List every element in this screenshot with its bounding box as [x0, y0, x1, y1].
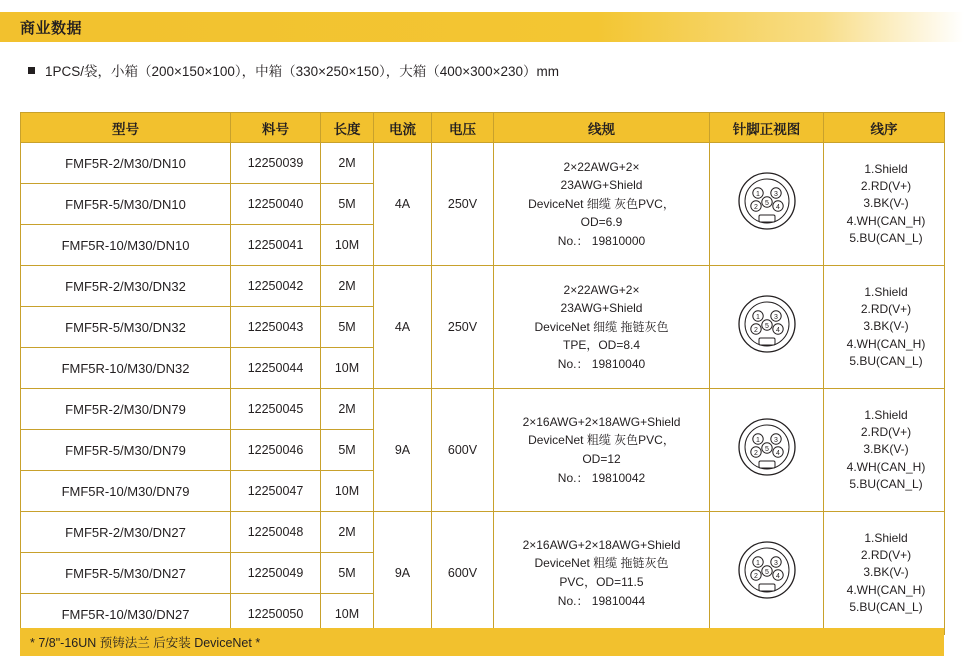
wirespec-line: 2×22AWG+2× — [563, 159, 640, 174]
svg-text:1: 1 — [755, 560, 760, 567]
wireorder-line: 3.BK(V-) — [863, 565, 909, 580]
cell-wireorder — [824, 389, 945, 512]
column-header-current: 电流 — [374, 113, 432, 143]
svg-text:1: 1 — [755, 191, 760, 198]
svg-text:2: 2 — [753, 327, 758, 334]
cell-partno: 12250040 — [231, 184, 321, 225]
wireorder-line: 1.Shield — [864, 161, 908, 176]
svg-text:3: 3 — [773, 191, 778, 198]
column-header-length: 长度 — [321, 113, 374, 143]
cell-pinview — [710, 266, 824, 389]
cell-wirespec — [494, 266, 710, 389]
cell-current: 4A — [374, 266, 432, 389]
svg-text:1: 1 — [755, 314, 760, 321]
cell-wirespec — [494, 143, 710, 266]
svg-text:1: 1 — [755, 437, 760, 444]
wirespec-line: DeviceNet 粗缆 拖链灰色 — [534, 556, 669, 571]
cell-partno: 12250043 — [231, 307, 321, 348]
cell-length: 5M — [321, 430, 374, 471]
wireorder-line: 1.Shield — [864, 407, 908, 422]
cell-length: 10M — [321, 594, 374, 635]
wirespec-line: OD=6.9 — [580, 215, 623, 230]
wireorder-line: 5.BU(CAN_L) — [849, 600, 923, 615]
cell-voltage: 250V — [432, 266, 494, 389]
wireorder-line: 5.BU(CAN_L) — [849, 354, 923, 369]
cell-partno: 12250046 — [231, 430, 321, 471]
wirespec-line: TPE，OD=8.4 — [562, 338, 641, 353]
cell-model: FMF5R-2/M30/DN79 — [21, 389, 231, 430]
cell-model: FMF5R-5/M30/DN10 — [21, 184, 231, 225]
cell-current: 4A — [374, 143, 432, 266]
wireorder-line: 2.RD(V+) — [860, 301, 912, 316]
cell-voltage: 600V — [432, 512, 494, 635]
wireorder-line: 4.WH(CAN_H) — [846, 459, 926, 474]
wireorder-line: 2.RD(V+) — [860, 424, 912, 439]
cell-length: 2M — [321, 512, 374, 553]
cell-partno: 12250042 — [231, 266, 321, 307]
wirespec-line: No.： 19810042 — [557, 470, 646, 485]
svg-text:4: 4 — [775, 573, 780, 580]
column-header-pinview: 针脚正视图 — [710, 113, 824, 143]
wirespec-line: 2×16AWG+2×18AWG+Shield — [522, 537, 681, 552]
wirespec-line: 23AWG+Shield — [560, 178, 643, 193]
page-title: 商业数据 — [20, 19, 83, 37]
packing-note-text: 1PCS/袋，小箱（200×150×100），中箱（330×250×150），大箱（400×300×230）mm — [45, 64, 560, 79]
cell-length: 2M — [321, 389, 374, 430]
footer-note-text: * 7/8"-16UN 预铸法兰 后安装 DeviceNet * — [30, 636, 261, 650]
wirespec-line: 2×16AWG+2×18AWG+Shield — [522, 414, 681, 429]
svg-text:2: 2 — [753, 204, 758, 211]
cell-wireorder — [824, 266, 945, 389]
footer-note-bar — [20, 628, 944, 656]
wireorder-line: 3.BK(V-) — [863, 442, 909, 457]
cell-voltage: 250V — [432, 143, 494, 266]
svg-text:5: 5 — [764, 323, 769, 330]
table-body — [21, 143, 945, 635]
wirespec-line: DeviceNet 细缆 灰色PVC， — [528, 196, 675, 211]
section-header-bar — [0, 12, 964, 42]
wireorder-line: 2.RD(V+) — [860, 178, 912, 193]
table-row — [21, 389, 945, 430]
svg-text:3: 3 — [773, 560, 778, 567]
svg-text:5: 5 — [764, 200, 769, 207]
cell-partno: 12250039 — [231, 143, 321, 184]
wireorder-line: 1.Shield — [864, 284, 908, 299]
wirespec-line: No.： 19810000 — [557, 233, 646, 248]
svg-text:5: 5 — [764, 569, 769, 576]
packing-note — [20, 60, 944, 80]
cell-model: FMF5R-10/M30/DN32 — [21, 348, 231, 389]
cell-length: 10M — [321, 471, 374, 512]
svg-text:5: 5 — [764, 446, 769, 453]
cell-model: FMF5R-10/M30/DN10 — [21, 225, 231, 266]
cell-wirespec — [494, 389, 710, 512]
cell-partno: 12250041 — [231, 225, 321, 266]
wireorder-line: 1.Shield — [864, 530, 908, 545]
wirespec-line: No.： 19810040 — [557, 356, 646, 371]
cell-model: FMF5R-5/M30/DN27 — [21, 553, 231, 594]
column-header-voltage: 电压 — [432, 113, 494, 143]
wirespec-line: 2×22AWG+2× — [563, 282, 640, 297]
cell-partno: 12250045 — [231, 389, 321, 430]
cell-length: 2M — [321, 143, 374, 184]
cell-pinview — [710, 512, 824, 635]
cell-model: FMF5R-5/M30/DN32 — [21, 307, 231, 348]
svg-text:2: 2 — [753, 573, 758, 580]
wirespec-line: OD=12 — [582, 452, 621, 466]
svg-text:4: 4 — [775, 327, 780, 334]
wireorder-line: 3.BK(V-) — [863, 196, 909, 211]
wireorder-line: 4.WH(CAN_H) — [846, 213, 926, 228]
column-header-wireorder: 线序 — [824, 113, 945, 143]
wirespec-line: 23AWG+Shield — [560, 301, 643, 316]
5-pin-connector-front-view-icon — [730, 413, 804, 487]
bullet-square-icon — [28, 67, 35, 74]
cell-partno: 12250050 — [231, 594, 321, 635]
cell-wirespec — [494, 512, 710, 635]
svg-text:4: 4 — [775, 204, 780, 211]
cell-pinview — [710, 389, 824, 512]
wireorder-line: 5.BU(CAN_L) — [849, 477, 923, 492]
cell-partno: 12250047 — [231, 471, 321, 512]
column-header-model: 型号 — [21, 113, 231, 143]
cell-model: FMF5R-2/M30/DN27 — [21, 512, 231, 553]
cell-wireorder — [824, 143, 945, 266]
cell-model: FMF5R-10/M30/DN27 — [21, 594, 231, 635]
cell-current: 9A — [374, 389, 432, 512]
cell-model: FMF5R-10/M30/DN79 — [21, 471, 231, 512]
cell-pinview — [710, 143, 824, 266]
svg-text:3: 3 — [773, 437, 778, 444]
table-row — [21, 512, 945, 553]
wireorder-line: 5.BU(CAN_L) — [849, 231, 923, 246]
table-row — [21, 266, 945, 307]
table-row — [21, 143, 945, 184]
5-pin-connector-front-view-icon — [730, 536, 804, 610]
5-pin-connector-front-view-icon — [730, 290, 804, 364]
table-header-row — [21, 113, 945, 143]
wirespec-line: PVC，OD=11.5 — [559, 575, 644, 589]
svg-text:3: 3 — [773, 314, 778, 321]
wireorder-line: 2.RD(V+) — [860, 547, 912, 562]
column-header-wirespec: 线规 — [494, 113, 710, 143]
cell-voltage: 600V — [432, 389, 494, 512]
cell-partno: 12250048 — [231, 512, 321, 553]
wirespec-line: DeviceNet 细缆 拖链灰色 — [534, 319, 669, 334]
5-pin-connector-front-view-icon — [730, 167, 804, 241]
cell-partno: 12250049 — [231, 553, 321, 594]
wireorder-line: 4.WH(CAN_H) — [846, 336, 926, 351]
cell-model: FMF5R-5/M30/DN79 — [21, 430, 231, 471]
wirespec-line: DeviceNet 粗缆 灰色PVC， — [528, 433, 675, 448]
cell-model: FMF5R-2/M30/DN10 — [21, 143, 231, 184]
column-header-partno: 料号 — [231, 113, 321, 143]
cell-length: 10M — [321, 225, 374, 266]
svg-text:2: 2 — [753, 450, 758, 457]
wireorder-line: 3.BK(V-) — [863, 319, 909, 334]
svg-text:4: 4 — [775, 450, 780, 457]
cell-wireorder — [824, 512, 945, 635]
cell-length: 2M — [321, 266, 374, 307]
cell-length: 10M — [321, 348, 374, 389]
wirespec-line: No.： 19810044 — [557, 593, 646, 608]
wireorder-line: 4.WH(CAN_H) — [846, 582, 926, 597]
cell-length: 5M — [321, 553, 374, 594]
cell-length: 5M — [321, 184, 374, 225]
cell-partno: 12250044 — [231, 348, 321, 389]
cell-length: 5M — [321, 307, 374, 348]
cell-model: FMF5R-2/M30/DN32 — [21, 266, 231, 307]
cell-current: 9A — [374, 512, 432, 635]
specification-table — [20, 112, 945, 635]
